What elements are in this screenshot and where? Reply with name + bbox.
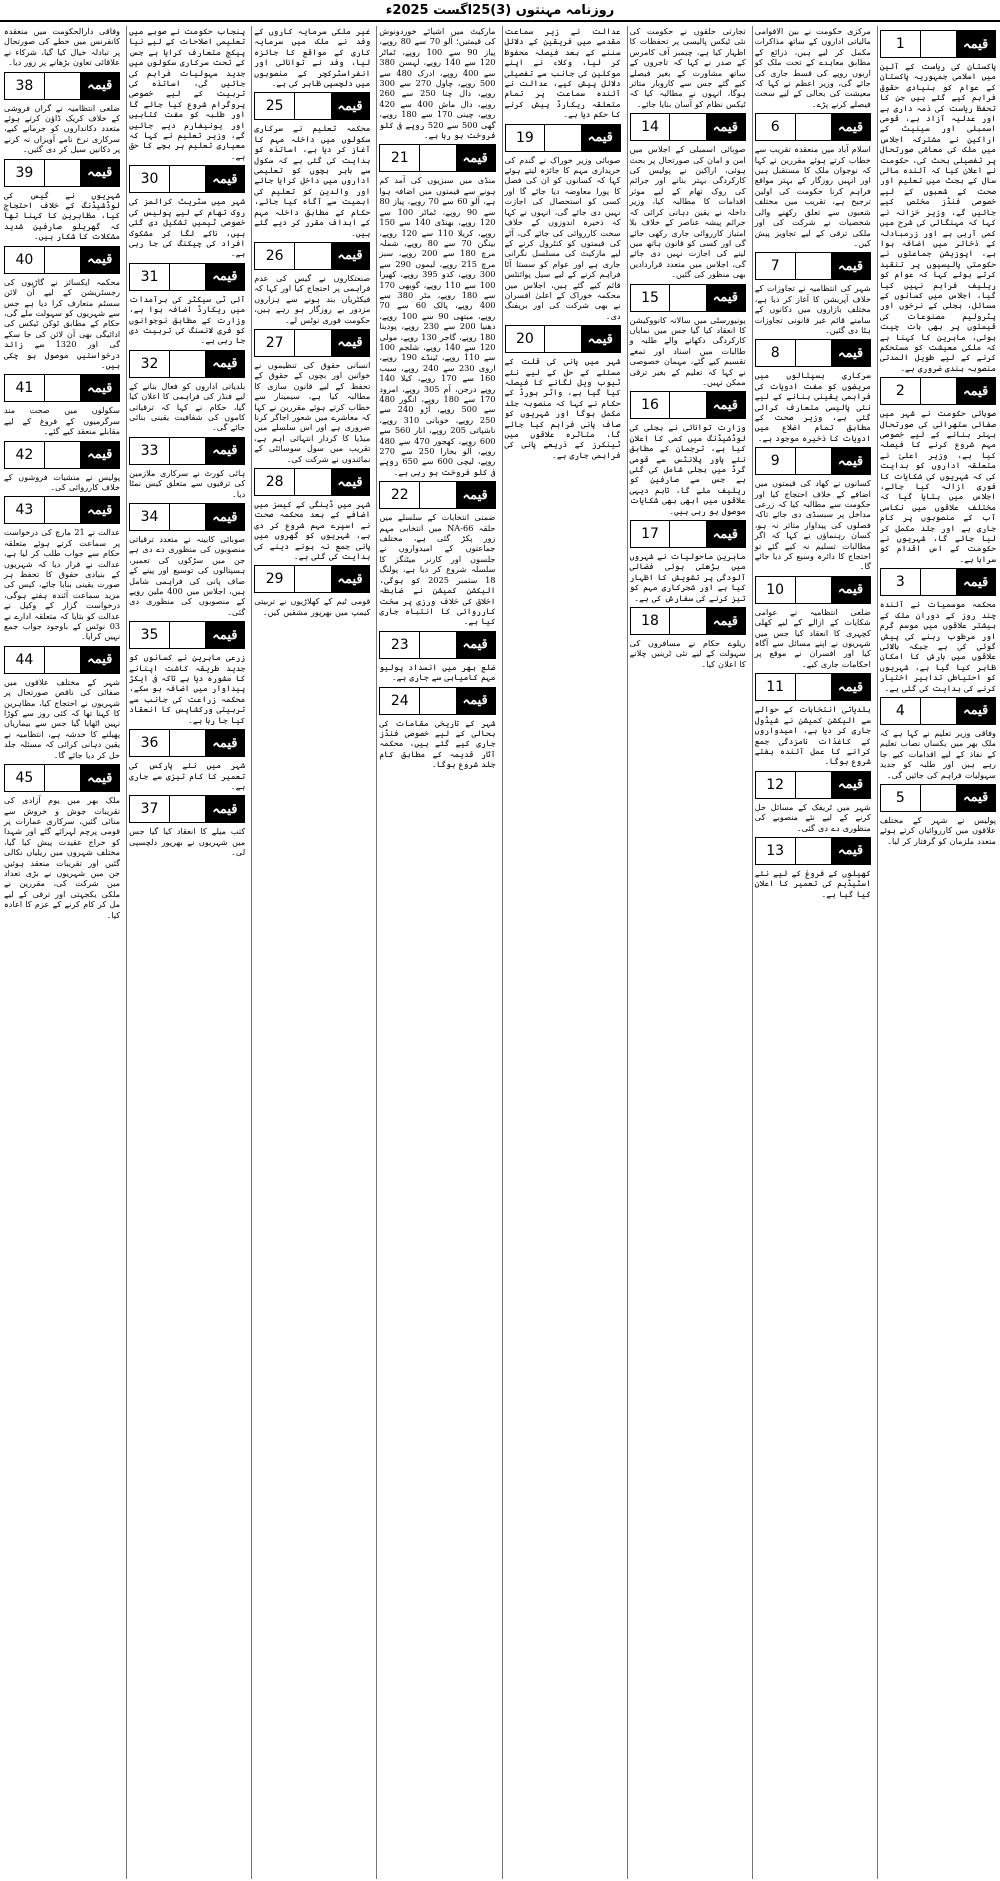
item-number: 41 [15, 380, 34, 397]
item-box [755, 339, 871, 367]
item-box-blank [920, 785, 957, 811]
item-number: 17 [641, 526, 659, 543]
item-box [4, 441, 120, 469]
item-box [129, 503, 245, 531]
item-number: 8 [770, 345, 780, 362]
item-text: انسانی حقوق کی تنظیموں نے خواتین اور بچوں کے حقوق کے تحفظ کے لیے قانون سازی کا مطالبہ کیا ہے، سیمینار سے خطاب کرتے ہوئے مقررین نے کہا کہ معاشرے میں شعور اجاگر کرنا ضروری ہے اور اس سلسلے میں میڈیا کا کردار انتہائی اہم ہے، تقریب میں سول سوسائٹی کے نمائندوں نے شرکت کی۔ [254, 359, 371, 464]
item-number: 40 [15, 251, 34, 268]
item-text: مرکزی حکومت نے بین الاقوامی مالیاتی اداروں کے ساتھ مذاکرات مکمل کر لیے ہیں، ذرائع کے مطابق معاہدے کے تحت ملک کو اربوں روپے کی قسط جاری کی جائے گی، وزیر اعظم نے کہا کہ معیشت کی بحالی کے لیے سخت فیصلے کرنے پڑے۔ [754, 26, 871, 109]
item-box [880, 377, 996, 405]
item-box-blank [294, 93, 331, 119]
item-label: قیمہ [80, 647, 119, 673]
item-number: 42 [15, 446, 34, 463]
text-column [752, 26, 873, 1879]
item-number: 34 [140, 509, 159, 525]
item-box [755, 673, 871, 701]
item-label: قیمہ [331, 566, 370, 592]
item-box [755, 447, 871, 475]
item-box [129, 795, 245, 823]
item-label: قیمہ [706, 608, 745, 634]
item-label: قیمہ [706, 114, 745, 140]
item-box [505, 124, 621, 152]
item-number: 30 [140, 171, 159, 188]
item-label: قیمہ [831, 448, 870, 474]
item-text: پاکستان کی ریاست کے آئین میں اسلامی جمہوریہ پاکستان کے عوام کو بنیادی حقوق فراہم کیے گئے ہیں جن کا تحفظ ریاست کی ذمہ داری ہے اور عدلیہ آزاد ہے، قومی اسمبلی اور سینیٹ کے اراکین نے مشترکہ اجلاس میں ملک کی معاشی صورتحال پر تفصیلی بحث کی، حکومت نے اعلان کیا کہ آئندہ مالی سال کے بجٹ میں تعلیم اور صحت کے شعبوں کے لیے خصوصی فنڈز مختص کیے جائیں گے، وزیر خزانہ نے کہا کہ مہنگائی کی شرح میں کمی آرہی ہے اور زرمبادلہ کے ذخائر میں اضافہ ہوا ہے، اپوزیشن جماعتوں نے حکومتی پالیسیوں پر تنقید کرتے ہوئے کہا کہ عوام کو ریلیف فراہم نہیں کیا گیا، اجلاس میں کسانوں کے مسائل، بجلی کے نرخوں اور پٹرولیم مصنوعات کی قیمتوں پر بھی بات چیت ہوئی، ماہرین کا کہنا ہے کہ ملکی معیشت کو مستحکم کرنے کے لیے طویل المدتی منصوبہ بندی ضروری ہے۔ [879, 61, 996, 373]
item-box-blank [669, 114, 706, 140]
item-number: 4 [895, 702, 905, 719]
item-text: شہر میں ڈینگی کے کیسز میں اضافے کے بعد محکمہ صحت نے اسپرے مہم شروع کر دی ہے، شہریوں کو گھروں میں پانی جمع نہ ہونے دینے کی ہدایت کی گئی ہے۔ [254, 499, 371, 562]
item-text: کھیلوں کے فروغ کے لیے نئے اسٹیڈیم کی تعمیر کا اعلان کیا گیا ہے۔ [754, 867, 871, 899]
item-text: محکمہ موسمیات نے آئندہ چند روز کے دوران ملک کے بیشتر علاقوں میں موسم گرم اور مرطوب رہنے کی پیش گوئی کی ہے جبکہ بالائی علاقوں میں بارش کا امکان ظاہر کیا گیا ہے، شہریوں کو احتیاطی تدابیر اختیار کرنے کی ہدایت کی گئی ہے۔ [879, 599, 996, 693]
item-text: ضلع بھر میں انسداد پولیو مہم کامیابی سے جاری ہے۔ [379, 661, 496, 683]
item-box-blank [920, 31, 957, 57]
item-text: ماہرین ماحولیات نے شہروں میں بڑھتی ہوئی فضائی آلودگی پر تشویش کا اظہار کیا ہے اور شجرکاری مہم کو تیز کرنے کی سفارش کی ہے۔ [629, 551, 746, 603]
item-box [129, 621, 245, 649]
item-number: 28 [265, 474, 284, 490]
item-text: اسلام آباد میں منعقدہ تقریب سے خطاب کرتے ہوئے مقررین نے کہا کہ نوجوان ملک کا مستقبل ہیں اور انہیں روزگار کے بہتر مواقع فراہم کرنا حکومت کی اولین ترجیح ہے، تقریب میں مختلف شعبوں سے تعلق رکھنے والی شخصیات نے شرکت کی اور ملکی ترقی کے لیے تجاویز پیش کیں۔ [754, 144, 871, 248]
item-number: 14 [641, 119, 659, 136]
item-box-blank [419, 688, 456, 714]
item-label: قیمہ [80, 247, 119, 273]
item-number: 2 [895, 383, 905, 400]
item-box [379, 144, 495, 172]
item-box-blank [419, 632, 456, 658]
item-box-blank [795, 838, 832, 864]
item-box-blank [920, 569, 957, 595]
item-box-blank [294, 330, 331, 356]
item-box [755, 252, 871, 280]
item-number: 32 [140, 355, 159, 372]
item-number: 25 [265, 98, 284, 115]
item-text: عدالت نے 21 مارچ کی درخواست پر سماعت کرتے ہوئے متعلقہ حکام سے جواب طلب کر لیا ہے، عدالت نے قرار دیا کہ شہریوں کے بنیادی حقوق کا تحفظ ہر صورت یقینی بنایا جائے، کیس کی مزید سماعت آئندہ ہفتے ہوگی، درخواست گزار کے وکیل نے عدالت کو بتایا کہ متعلقہ ادارے نے 03 نوٹس کے باوجود جواب جمع نہیں کرایا۔ [4, 527, 121, 642]
item-label: قیمہ [205, 796, 244, 822]
item-box [129, 437, 245, 465]
item-number: 18 [641, 613, 659, 630]
item-number: 20 [515, 331, 534, 348]
item-text: منڈی میں سبزیوں کی آمد کم ہونے سے قیمتوں میں اضافہ ہوا ہے، آلو 60 سے 70 روپے، پیاز 80 سے 90 روپے، ٹماٹر 100 سے 120 روپے، بھنڈی 140 سے 150 روپے، کریلا 110 سے 120 روپے، بینگن 70 سے 80 روپے، شملہ مرچ 180 سے 200 روپے، سبز مرچ 215 روپے، لیموں 290 سے 300 روپے، کدو 395 روپے، کھیرا 100 سے 110 روپے، گوبھی 170 سے 180 روپے، مٹر 380 سے 400 روپے، پالک 60 سے 70 روپے، میتھی 90 سے 100 روپے، دھنیا 200 سے 230 روپے، پودینا 180 روپے، گاجر 130 روپے، مولی 120 سے 140 روپے، شلجم 100 سے 110 روپے، ٹینڈے 190 روپے، اروی 230 سے 240 روپے، سیب 160 سے 170 روپے، کیلا 140 روپے درجن، آم 305 روپے، امرود 170 سے 180 روپے، انگور 480 سے 500 روپے، آڑو 240 سے 250 روپے، خوبانی 310 روپے، ناشپاتی 205 روپے، انار 560 سے 600 روپے، کھجور 470 سے 480 روپے، آلو بخارا 250 سے 270 روپے، لیچی 600 سے 650 روپے فی کلو فروخت ہو رہی ہے۔ [379, 175, 496, 477]
item-number: 19 [515, 129, 534, 146]
item-text: ریلوے حکام نے مسافروں کی سہولت کے لیے نئی ٹرینیں چلانے کا اعلان کیا۔ [629, 638, 746, 669]
item-box [880, 30, 996, 58]
item-box-blank [294, 566, 331, 592]
item-label: قیمہ [80, 160, 119, 186]
item-text: ضلعی انتظامیہ نے گراں فروشی کے خلاف کریک ڈاؤن کرتے ہوئے متعدد دکانداروں کو جرمانے کیے، سرکاری نرخ نامے آویزاں نہ کرنے پر دکانیں سیل کر دی گئیں۔ [4, 102, 121, 155]
masthead-text: روزنامہ مہنتوں (3)25اگست 2025ء [385, 2, 615, 18]
item-text: صوبائی وزیر خوراک نے گندم کی خریداری مہم کا جائزہ لیتے ہوئے کہا کہ کسانوں کو ان کی فصل کا پورا معاوضہ دیا جائے گا اور کسی کو استحصال کی اجازت نہیں دی جائے گی، انہوں نے کہا کہ ذخیرہ اندوزوں کے خلاف سخت کارروائی کی جائے گی، آٹے کی قیمتوں کو کنٹرول کرنے کے لیے مارکیٹ کی مسلسل نگرانی جاری ہے اور عوام کو سستا آٹا فراہم کرنے کے لیے سیل پوائنٹس قائم کیے گئے ہیں، اجلاس میں محکمہ خوراک کے اعلیٰ افسران نے بھی شرکت کی اور بریفنگ دی۔ [504, 154, 621, 321]
item-box-blank [669, 521, 706, 547]
item-box-blank [169, 166, 206, 192]
item-number: 29 [265, 571, 284, 588]
item-number: 39 [15, 164, 34, 181]
item-box [254, 329, 370, 357]
item-box-blank [544, 326, 581, 352]
item-label: قیمہ [831, 340, 870, 366]
item-number: 35 [140, 627, 159, 644]
item-text: غیر ملکی سرمایہ کاروں کے وفد نے ملک میں سرمایہ کاری کے مواقع کا جائزہ لیا، وفد نے توانائی اور انفراسٹرکچر کے منصوبوں میں دلچسپی ظاہر کی ہے۔ [254, 26, 371, 89]
item-text: صوبائی حکومت نے شہر میں صفائی ستھرائی کی صورتحال بہتر بنانے کے لیے خصوصی مہم شروع کرنے کا فیصلہ کیا ہے، وزیر اعلیٰ نے متعلقہ اداروں کو ہدایت کی کہ شہریوں کی شکایات کا فوری ازالہ کیا جائے، اجلاس میں بتایا گیا کہ مختلف علاقوں میں نکاسی آب کے منصوبوں پر کام جاری ہے اور جلد مکمل کر لیا جائے گا، شہریوں نے حکومت کے اس اقدام کو سراہا ہے۔ [879, 408, 996, 564]
item-box [379, 481, 495, 509]
item-box [4, 764, 120, 792]
item-box [129, 263, 245, 291]
item-number: 10 [766, 581, 785, 598]
item-label: قیمہ [331, 469, 370, 495]
item-box-blank [44, 765, 81, 791]
item-box [254, 468, 370, 496]
item-text: بلدیاتی اداروں کو فعال بنانے کے لیے فنڈز کی فراہمی کا اعلان کیا گیا، حکام نے کہا کہ ترقیاتی کاموں کی شفافیت یقینی بنائی جائے گی۔ [129, 380, 246, 433]
masthead [0, 0, 1000, 22]
item-box-blank [169, 264, 206, 290]
item-box-blank [169, 504, 206, 530]
item-box [254, 242, 370, 270]
item-number: 33 [140, 442, 159, 459]
item-text: یونیورسٹی میں سالانہ کانووکیشن کا انعقاد کیا گیا جس میں نمایاں کارکردگی دکھانے والے طلبہ و طالبات میں اسناد اور تمغے تقسیم کیے گئے، مہمان خصوصی نے کہا کہ تعلیم کے بغیر ترقی ممکن نہیں۔ [629, 314, 746, 387]
item-label: قیمہ [456, 632, 495, 658]
item-label: قیمہ [956, 698, 995, 724]
item-number: 9 [770, 453, 780, 470]
item-box-blank [920, 698, 957, 724]
item-box-blank [795, 772, 832, 798]
item-box [254, 92, 370, 120]
item-label: قیمہ [80, 442, 119, 468]
item-text: بلدیاتی انتخابات کے حوالے سے الیکشن کمیشن نے شیڈول جاری کر دیا ہے، امیدواروں کے کاغذات نامزدگی جمع کرانے کا عمل آئندہ ہفتے شروع ہوگا۔ [754, 704, 871, 767]
item-label: قیمہ [80, 765, 119, 791]
item-box [129, 729, 245, 757]
text-column [251, 26, 372, 1879]
item-number: 36 [140, 735, 159, 752]
item-text: زرعی ماہرین نے کسانوں کو جدید طریقہ کاشت اپنانے کا مشورہ دیا ہے تاکہ فی ایکڑ پیداوار میں اضافہ ہو سکے، محکمہ زراعت کی جانب سے تربیتی ورکشاپس کا انعقاد کیا جا رہا ہے۔ [129, 652, 246, 725]
item-box [755, 837, 871, 865]
item-box [4, 72, 120, 100]
item-label: قیمہ [205, 622, 244, 648]
item-label: قیمہ [331, 243, 370, 269]
item-number: 15 [641, 289, 659, 306]
item-box-blank [169, 622, 206, 648]
item-label: قیمہ [581, 326, 620, 352]
item-text: شہریوں نے گیس کی لوڈشیڈنگ کے خلاف احتجاج کیا، مظاہرین کا کہنا تھا کہ گھریلو صارفین شدید مشکلات کا شکار ہیں۔ [4, 189, 121, 242]
item-text: شہر کے مختلف علاقوں میں صفائی کی ناقص صورتحال پر شہریوں نے احتجاج کیا، مظاہرین کا کہنا تھا کہ کئی روز سے کوڑا نہیں اٹھایا گیا جس سے بیماریاں پھیلنے کا خدشہ ہے، انتظامیہ نے یقین دہانی کرائی کہ مسئلہ جلد حل کر دیا جائے گا۔ [4, 676, 121, 760]
item-label: قیمہ [80, 73, 119, 99]
item-label: قیمہ [831, 253, 870, 279]
item-text: سرکاری ہسپتالوں میں مریضوں کو مفت ادویات کی فراہمی یقینی بنانے کے لیے نئی پالیسی متعارف کرائی گئی ہے، وزیر صحت کے مطابق تمام اضلاع میں ادویات کا ذخیرہ موجود ہے۔ [754, 370, 871, 443]
item-number: 21 [390, 150, 409, 167]
item-box [755, 771, 871, 799]
item-box-blank [294, 243, 331, 269]
item-box-blank [669, 608, 706, 634]
item-box-blank [669, 285, 706, 311]
text-column [502, 26, 623, 1879]
item-number: 44 [15, 651, 34, 668]
item-text: پنجاب حکومت نے صوبے میں تعلیمی اصلاحات کے لیے نیا پیکج متعارف کرایا ہے جس کے تحت سرکاری سکولوں میں جدید سہولیات فراہم کی جائیں گی، اساتذہ کی تربیت کے لیے خصوصی پروگرام شروع کیا جائے گا اور طلبہ کو مفت کتابیں اور یونیفارم دیے جائیں گے، وزیر تعلیم نے کہا کہ معیاری تعلیم ہر بچے کا حق ہے۔ [129, 26, 246, 161]
item-box-blank [920, 378, 957, 404]
item-box [4, 496, 120, 524]
item-box-blank [419, 145, 456, 171]
item-box-blank [544, 125, 581, 151]
item-label: قیمہ [456, 688, 495, 714]
text-column [2, 26, 122, 1879]
item-number: 27 [265, 334, 284, 351]
item-box [254, 565, 370, 593]
item-number: 22 [390, 487, 409, 504]
item-text: ضمنی انتخابات کے سلسلے میں حلقہ NA-66 میں انتخابی مہم زور پکڑ گئی ہے، مختلف جماعتوں کے امیدواروں نے جلسوں اور کارنر میٹنگز کا سلسلہ شروع کر دیا ہے، پولنگ 18 ستمبر 2025 کو ہوگی، الیکشن کمیشن نے ضابطہ اخلاق کی خلاف ورزی پر سخت کارروائی کا انتباہ جاری کیا ہے۔ [379, 512, 496, 627]
item-label: قیمہ [456, 145, 495, 171]
item-number: 5 [895, 789, 905, 806]
item-text: صوبائی کابینہ نے متعدد ترقیاتی منصوبوں کی منظوری دے دی ہے جن میں سڑکوں کی تعمیر، ہسپتالوں کی توسیع اور پینے کے صاف پانی کی فراہمی شامل ہیں، اجلاس میں 400 ملین روپے کے منصوبوں کی منظوری دی گئی۔ [129, 534, 246, 617]
item-label: قیمہ [831, 577, 870, 603]
item-number: 24 [390, 692, 409, 709]
item-box [129, 165, 245, 193]
item-box [755, 113, 871, 141]
item-text: ہائی کورٹ نے سرکاری ملازمین کی ترقیوں سے متعلق کیس نمٹا دیا۔ [129, 467, 246, 499]
item-box-blank [44, 375, 81, 401]
item-text: شہر میں پانی کی قلت کے مسئلے کے حل کے لیے نئے ٹیوب ویل لگانے کا فیصلہ کیا گیا ہے، واٹر بورڈ کے حکام نے کہا کہ منصوبہ جلد مکمل ہوگا اور شہریوں کو صاف پانی فراہم کیا جائے گا، متاثرہ علاقوں میں ٹینکرز کے ذریعے پانی کی فراہمی جاری ہے۔ [504, 356, 621, 460]
item-text: صنعتکاروں نے گیس کی عدم فراہمی پر احتجاج کیا اور کہا کہ فیکٹریاں بند ہونے سے ہزاروں مزدور بے روزگار ہو رہے ہیں، حکومت فوری نوٹس لے۔ [254, 272, 371, 325]
item-number: 38 [15, 77, 34, 94]
item-box [379, 631, 495, 659]
item-box [630, 607, 746, 635]
item-number: 12 [766, 776, 785, 793]
item-box [880, 697, 996, 725]
item-label: قیمہ [956, 378, 995, 404]
item-box [4, 159, 120, 187]
item-text: تجارتی حلقوں نے حکومت کی نئی ٹیکس پالیسی پر تحفظات کا اظہار کیا ہے، چیمبر آف کامرس کے صدر نے کہا کہ تاجروں کے ساتھ مشاورت کے بغیر فیصلے کیے گئے جس سے کاروبار متاثر ہوگا، انہوں نے مطالبہ کیا کہ ٹیکس نظام کو آسان بنایا جائے۔ [629, 26, 746, 109]
item-box [630, 284, 746, 312]
item-box [880, 568, 996, 596]
item-text: کسانوں نے کھاد کی قیمتوں میں اضافے کے خلاف احتجاج کیا اور حکومت سے مطالبہ کیا کہ زرعی مداخل پر سبسڈی دی جائے تاکہ فصلوں کی پیداوار متاثر نہ ہو، کسان رہنماؤں نے کہا کہ اگر مطالبات تسلیم نہ کیے گئے تو احتجاج کا دائرہ وسیع کر دیا جائے گا۔ [754, 478, 871, 572]
text-column [376, 26, 497, 1879]
item-label: قیمہ [205, 264, 244, 290]
item-text: محکمہ تعلیم نے سرکاری سکولوں میں داخلہ مہم کا آغاز کر دیا ہے، اساتذہ کو ہدایت کی گئی ہے کہ سکول سے باہر بچوں کو تعلیمی اداروں میں داخل کرایا جائے اور والدین کو تعلیم کی اہمیت سے آگاہ کیا جائے، حکام کے مطابق داخلہ مہم کے اہداف مقرر کر دیے گئے ہیں۔ [254, 123, 371, 238]
item-label: قیمہ [831, 838, 870, 864]
item-label: قیمہ [456, 482, 495, 508]
item-text: ملک بھر میں یوم آزادی کی تقریبات جوش و خروش سے منائی گئیں، سرکاری عمارات پر قومی پرچم لہرائے گئے اور شہدا کو خراج عقیدت پیش کیا گیا، مختلف شہروں میں ریلیاں نکالی گئیں اور تقریبات منعقد ہوئیں جن میں شہریوں نے بڑی تعداد میں شرکت کی، مقررین نے ملکی یکجہتی اور ترقی کے لیے مل کر کام کرنے کے عزم کا اعادہ کیا۔ [4, 795, 121, 920]
item-label: قیمہ [956, 785, 995, 811]
item-text: وفاقی دارالحکومت میں منعقدہ کانفرنس میں خطے کی صورتحال پر تبادلہ خیال کیا گیا، شرکاء نے علاقائی تعاون بڑھانے پر زور دیا۔ [4, 26, 121, 68]
item-box-blank [169, 438, 206, 464]
item-text: صوبائی اسمبلی کے اجلاس میں امن و امان کی صورتحال پر بحث ہوئی، اراکین نے پولیس کی کارکردگی بہتر بنانے اور جرائم کی روک تھام کے لیے موثر اقدامات کا مطالبہ کیا، وزیر داخلہ نے یقین دہانی کرائی کہ جرائم پیشہ عناصر کے خلاف بلا امتیاز کارروائی جاری رکھی جائے گی اور کسی کو قانون ہاتھ میں لینے کی اجازت نہیں دی جائے گی، اجلاس میں متعدد قراردادیں بھی منظور کی گئیں۔ [629, 144, 746, 280]
item-label: قیمہ [331, 330, 370, 356]
item-box-blank [169, 351, 206, 377]
item-text: شہر کی انتظامیہ نے تجاوزات کے خلاف آپریشن کا آغاز کر دیا ہے، مختلف بازاروں میں دکانوں کے سامنے قائم غیر قانونی تجاوزات ہٹا دی گئیں۔ [754, 283, 871, 335]
item-box [4, 646, 120, 674]
item-label: قیمہ [581, 125, 620, 151]
item-label: قیمہ [205, 730, 244, 756]
item-box [129, 350, 245, 378]
item-box-blank [44, 247, 81, 273]
item-label: قیمہ [80, 375, 119, 401]
item-box [4, 374, 120, 402]
item-number: 1 [895, 36, 905, 52]
item-label: قیمہ [706, 392, 745, 418]
item-box-blank [795, 674, 832, 700]
item-box-blank [795, 577, 832, 603]
item-box [755, 576, 871, 604]
item-box-blank [44, 497, 81, 523]
item-label: قیمہ [205, 438, 244, 464]
item-text: شہر کے تاریخی مقامات کی بحالی کے لیے خصوصی فنڈز جاری کیے گئے ہیں، محکمہ آثار قدیمہ کے مطابق کام جلد شروع ہوگا۔ [379, 717, 496, 770]
item-box-blank [795, 253, 832, 279]
item-text: ضلعی انتظامیہ نے عوامی شکایات کے ازالے کے لیے کھلی کچہری کا انعقاد کیا جس میں شہریوں نے اپنے مسائل سے آگاہ کیا اور افسران نے موقع پر احکامات جاری کیے۔ [754, 606, 871, 669]
item-label: قیمہ [331, 93, 370, 119]
item-text: شہر میں ٹریفک کے مسائل حل کرنے کے لیے نئے منصوبے کی منظوری دے دی گئی۔ [754, 801, 871, 833]
item-number: 3 [895, 574, 905, 591]
item-box-blank [44, 160, 81, 186]
item-label: قیمہ [80, 497, 119, 523]
item-box-blank [294, 469, 331, 495]
item-text: محکمہ ایکسائز نے گاڑیوں کی رجسٹریشن کے لیے آن لائن سسٹم متعارف کرا دیا ہے جس سے شہریوں کو سہولت ملے گی، حکام کے مطابق ٹوکن ٹیکس کی ادائیگی بھی آن لائن کی جا سکے گی اور 1320 سے زائد درخواستیں موصول ہو چکی ہیں۔ [4, 276, 121, 370]
item-box [379, 687, 495, 715]
item-number: 7 [770, 258, 780, 275]
item-number: 37 [140, 801, 159, 818]
newspaper-page [2, 26, 998, 1879]
item-number: 43 [15, 502, 34, 519]
item-box-blank [795, 448, 832, 474]
item-number: 23 [390, 636, 409, 653]
item-label: قیمہ [706, 521, 745, 547]
item-text: عدالت نے زیر سماعت مقدمے میں فریقین کے دلائل سننے کے بعد فیصلہ محفوظ کر لیا، وکلاء نے اپنے موکلین کی جانب سے تفصیلی دلائل پیش کیے، عدالت نے آئندہ سماعت پر تمام متعلقہ ریکارڈ پیش کرنے کا حکم دیا ہے۔ [504, 26, 621, 120]
item-box [880, 784, 996, 812]
item-text: مارکیٹ میں اشیائے خوردونوش کی قیمتیں؛ آلو 70 سے 80 روپے، پیاز 90 سے 100 روپے، ٹماٹر 120 سے 140 روپے، لہسن 380 سے 400 روپے، ادرک 480 سے 500 روپے، چاول 270 سے 300 روپے، دال چنا 250 سے 260 روپے، دال ماش 400 سے 420 روپے، چینی 170 سے 180 روپے، گھی 500 سے 520 روپے فی کلو فروخت ہو رہا ہے۔ [379, 26, 496, 141]
item-label: قیمہ [706, 285, 745, 311]
item-box-blank [169, 796, 206, 822]
item-text: کتب میلے کا انعقاد کیا گیا جس میں شہریوں نے بھرپور دلچسپی لی۔ [129, 826, 246, 858]
item-text: سکولوں میں صحت مند سرگرمیوں کے فروغ کے لیے مقابلے منعقد کیے گئے۔ [4, 405, 121, 437]
text-column [877, 26, 998, 1879]
item-box-blank [44, 647, 81, 673]
item-box-blank [795, 340, 832, 366]
item-text: پولیس نے شہر کے مختلف علاقوں میں کارروائیاں کرتے ہوئے متعدد ملزمان کو گرفتار کر لیا۔ [879, 814, 996, 846]
item-box [630, 113, 746, 141]
item-box-blank [44, 442, 81, 468]
item-text: وفاقی وزیر تعلیم نے کہا ہے کہ ملک بھر میں یکساں نصاب تعلیم کے نفاذ کے لیے اقدامات کیے جا رہے ہیں اور طلبہ کو جدید سہولیات فراہم کی جائیں گی۔ [879, 727, 996, 780]
item-label: قیمہ [205, 504, 244, 530]
item-box-blank [169, 730, 206, 756]
item-text: وزارت توانائی نے بجلی کی لوڈشیڈنگ میں کمی کا اعلان کیا ہے، ترجمان کے مطابق نئے پاور پلانٹس سے قومی گرڈ میں بجلی شامل کی گئی ہے جس سے صارفین کو ریلیف ملے گا، تاہم دیہی علاقوں میں ابھی بھی شکایات موصول ہو رہی ہیں۔ [629, 422, 746, 516]
item-text: قومی ٹیم کے کھلاڑیوں نے تربیتی کیمپ میں بھرپور مشقیں کیں۔ [254, 596, 371, 617]
item-box [630, 391, 746, 419]
item-number: 45 [15, 770, 34, 787]
item-number: 6 [770, 119, 780, 136]
item-number: 26 [265, 247, 284, 264]
item-number: 31 [140, 268, 159, 285]
item-box [630, 520, 746, 548]
item-box-blank [795, 114, 832, 140]
item-number: 13 [766, 842, 785, 859]
item-label: قیمہ [831, 114, 870, 140]
item-label: قیمہ [956, 31, 995, 57]
item-box-blank [669, 392, 706, 418]
item-text: شہر میں سٹریٹ کرائمز کی روک تھام کے لیے پولیس کی خصوصی ٹیمیں تشکیل دی گئی ہیں، ناکے لگا کر مشکوک افراد کی چیکنگ کی جا رہی ہے۔ [129, 196, 246, 259]
item-box [4, 246, 120, 274]
item-label: قیمہ [956, 569, 995, 595]
text-column [126, 26, 247, 1879]
item-label: قیمہ [205, 166, 244, 192]
item-box-blank [419, 482, 456, 508]
item-number: 11 [766, 679, 785, 696]
item-box [505, 325, 621, 353]
item-box-blank [44, 73, 81, 99]
item-label: قیمہ [831, 772, 870, 798]
item-text: پولیس نے منشیات فروشوں کے خلاف کارروائی کی۔ [4, 471, 121, 492]
item-text: شہر میں نئے پارکس کی تعمیر کا کام تیزی سے جاری ہے۔ [129, 760, 246, 791]
item-number: 16 [641, 397, 659, 414]
item-label: قیمہ [205, 351, 244, 377]
item-label: قیمہ [831, 674, 870, 700]
item-text: آئی ٹی سیکٹر کی برآمدات میں ریکارڈ اضافہ ہوا ہے، وزارت کے مطابق نوجوانوں کو فری لانسنگ کی تربیت دی جا رہی ہے۔ [129, 293, 246, 346]
text-column [627, 26, 748, 1879]
